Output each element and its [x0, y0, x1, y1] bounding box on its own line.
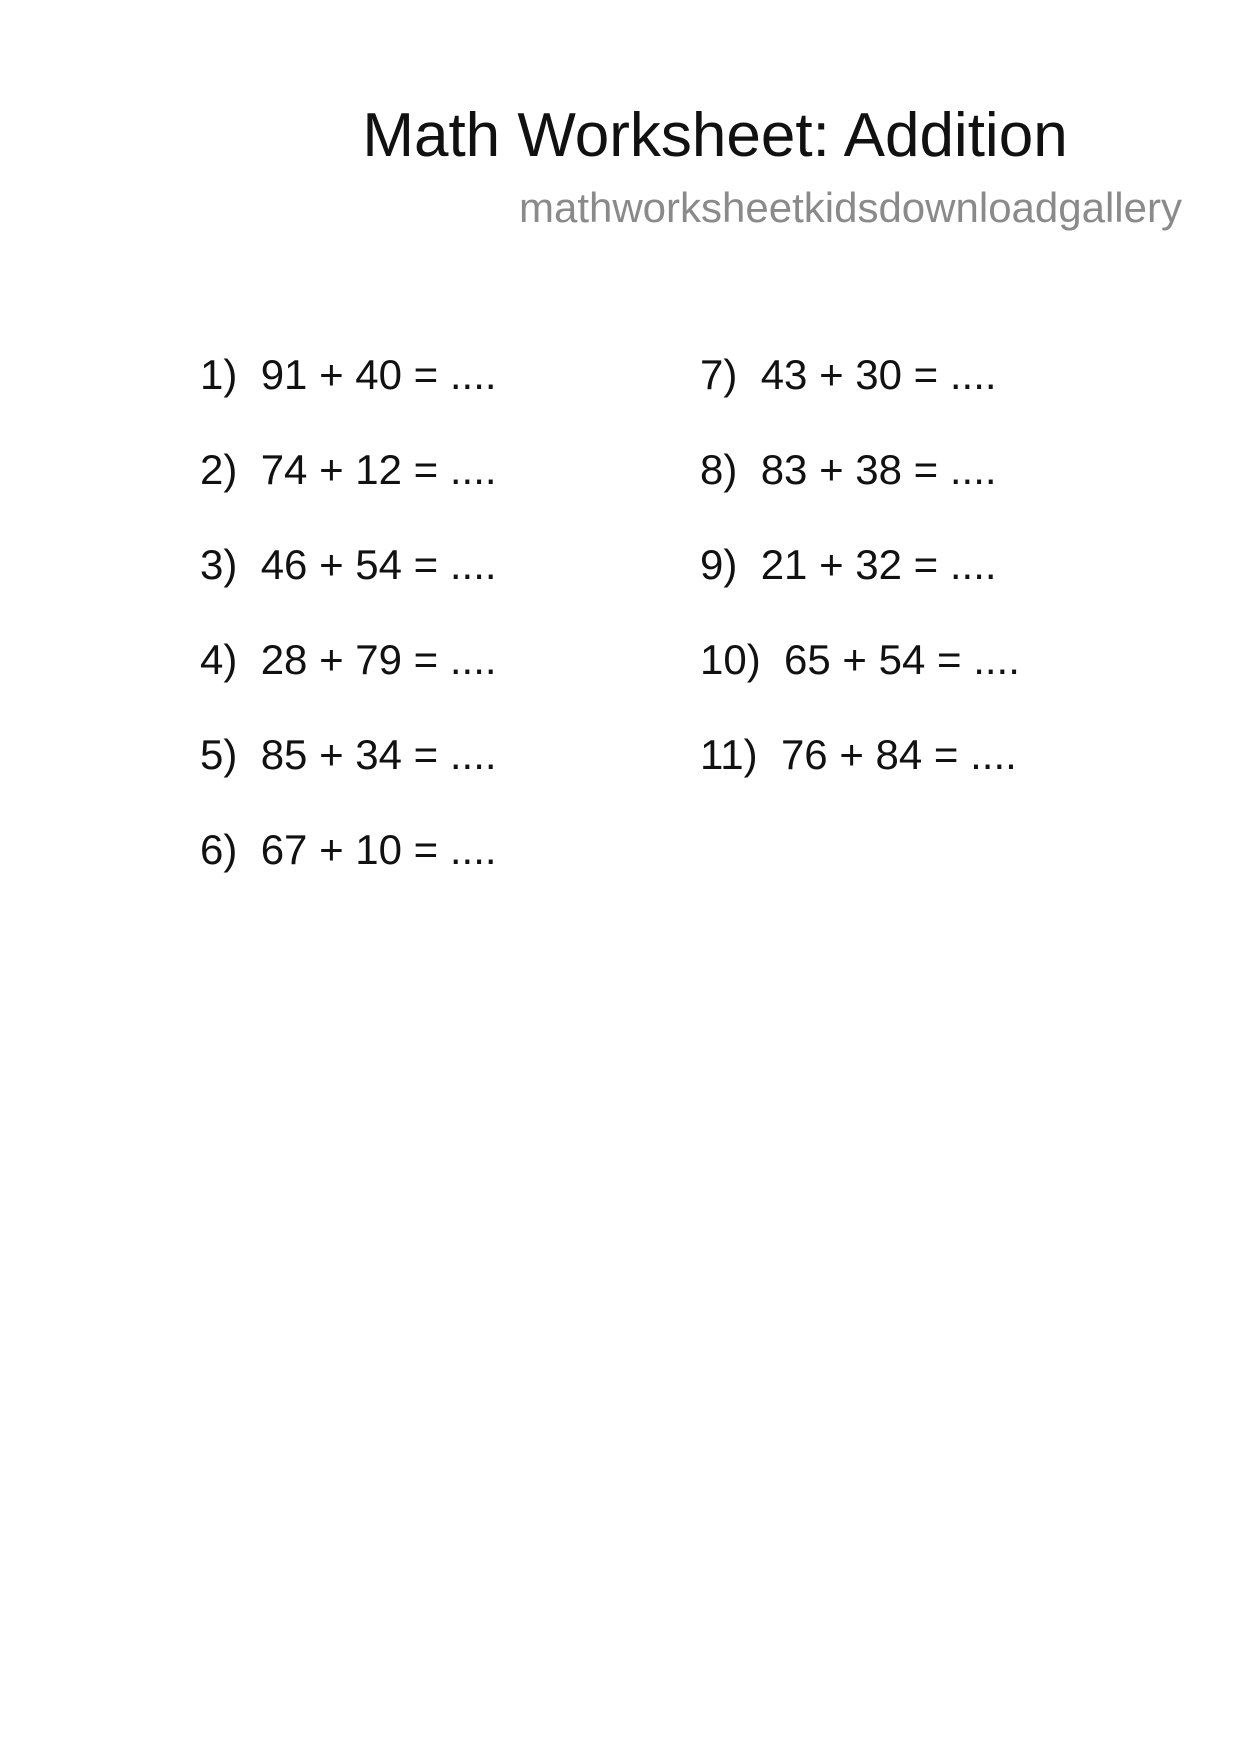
problems-left-column [200, 350, 497, 920]
problem-item [200, 730, 497, 825]
problem-number: 1) [200, 351, 238, 398]
page-subtitle: mathworksheetkidsdownloadgallery [518, 184, 1182, 231]
problem-expression: 74 + 12 = .... [260, 446, 497, 493]
problem-item [200, 635, 497, 730]
problem-item [200, 540, 497, 635]
problem-item [700, 730, 1020, 825]
problem-item [700, 350, 1020, 445]
problem-expression: 76 + 84 = .... [780, 731, 1017, 778]
problem-expression: 83 + 38 = .... [760, 446, 997, 493]
problem-item [700, 635, 1020, 730]
problem-expression: 67 + 10 = .... [260, 826, 497, 873]
problem-expression: 65 + 54 = .... [784, 636, 1020, 683]
problem-number: 8) [700, 446, 738, 493]
problem-number: 7) [700, 351, 738, 398]
problem-number: 2) [200, 446, 238, 493]
problem-item [700, 445, 1020, 540]
problem-item [200, 350, 497, 445]
problem-number: 9) [700, 541, 738, 588]
problem-item [200, 445, 497, 540]
problem-number: 10) [700, 636, 761, 683]
problem-expression: 91 + 40 = .... [260, 351, 497, 398]
problem-expression: 85 + 34 = .... [260, 731, 497, 778]
problem-number: 3) [200, 541, 238, 588]
problem-item [700, 540, 1020, 635]
problem-number: 5) [200, 731, 238, 778]
problem-number: 6) [200, 826, 238, 873]
problem-expression: 46 + 54 = .... [260, 541, 497, 588]
problem-number: 4) [200, 636, 238, 683]
problem-expression: 28 + 79 = .... [260, 636, 497, 683]
problems-right-column [700, 350, 1020, 825]
page-title: Math Worksheet: Addition [362, 101, 1068, 170]
problem-expression: 43 + 30 = .... [760, 351, 997, 398]
problem-number: 11) [700, 731, 758, 778]
problem-expression: 21 + 32 = .... [760, 541, 997, 588]
problem-item [200, 825, 497, 920]
